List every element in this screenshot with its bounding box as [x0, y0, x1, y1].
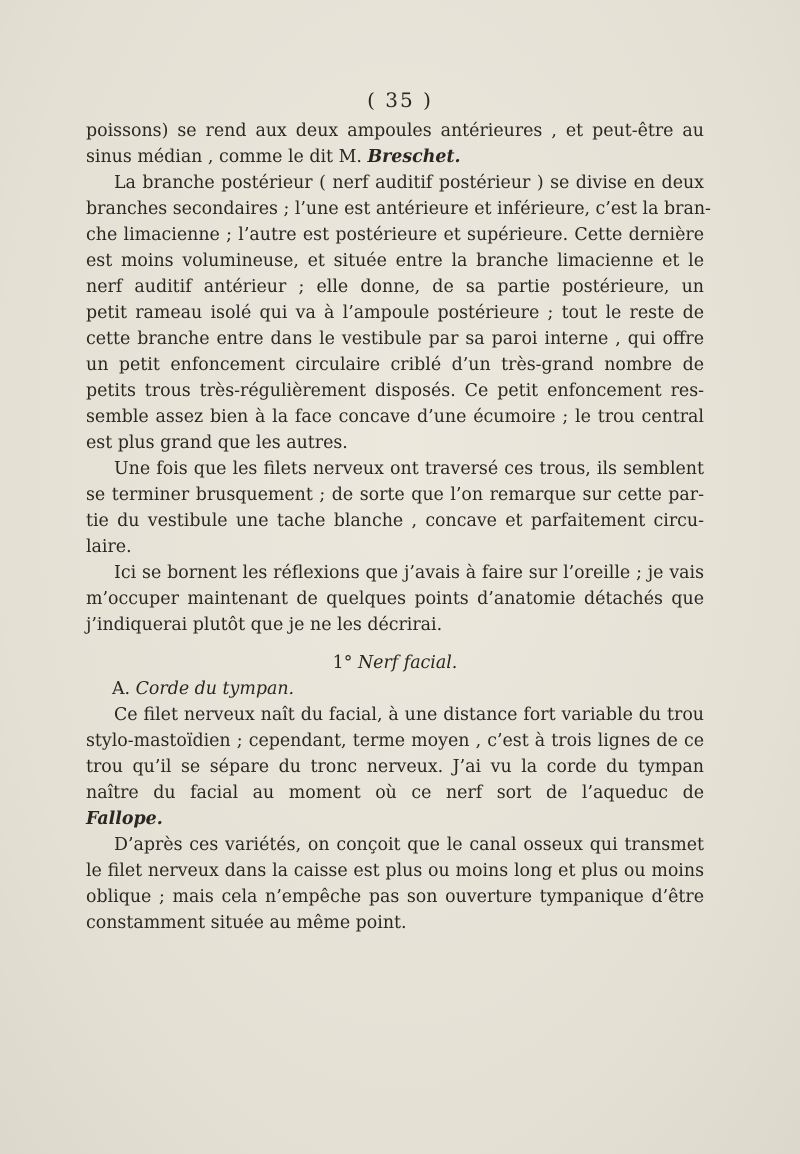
text-line: laire. [86, 537, 132, 557]
text-line: Une fois que les filets nerveux ont traversé ces trous, ils semblent [114, 459, 704, 479]
author-name: Breschet. [367, 147, 461, 167]
text-line: D’après ces variétés, on conçoit que le canal osseux qui transmet [114, 835, 704, 855]
section-heading [86, 650, 704, 676]
text-line [86, 806, 704, 832]
proper-name: Fallope. [86, 809, 163, 829]
section-title: Nerf facial. [357, 653, 458, 673]
text-line: est moins volumineuse, et située entre la branche limacienne et le [86, 251, 704, 271]
page-body [86, 118, 711, 936]
text-line: est plus grand que les autres. [86, 433, 348, 453]
text-line: nerf auditif antérieur ; elle donne, de sa partie postérieure, un [86, 277, 704, 297]
text-line: se terminer brusquement ; de sorte que l’on remarque sur cette par- [86, 485, 704, 505]
text-line: cette branche entre dans le vestibule par sa paroi interne , qui offre [86, 329, 704, 349]
paragraph-4 [86, 560, 704, 638]
text-line [86, 144, 704, 170]
paragraph-2 [86, 170, 711, 456]
text-line: naître du facial au moment où ce nerf sort de l’aqueduc de [86, 783, 704, 803]
text-line: stylo-mastoïdien ; cependant, terme moyen , c’est à trois lignes de ce [86, 731, 704, 751]
text-line: constamment située au même point. [86, 913, 407, 933]
section-number: 1° [332, 653, 358, 673]
text-line: La branche postérieur ( nerf auditif postérieur ) se divise en deux [114, 173, 704, 193]
text-line: petit rameau isolé qui va à l’ampoule postérieure ; tout le reste de [86, 303, 704, 323]
text-line: Ce filet nerveux naît du facial, à une distance fort variable du trou [114, 705, 704, 725]
text-line: petits trous très-régulièrement disposés. Ce petit enfoncement res- [86, 381, 704, 401]
paragraph-3 [86, 456, 704, 560]
text-line: branches secondaires ; l’une est antérieure et inférieure, c’est la bran- [86, 199, 711, 219]
text-line: tie du vestibule une tache blanche , concave et parfaitement circu- [86, 511, 704, 531]
text-line: trou qu’il se sépare du tronc nerveux. J’ai vu la corde du tympan [86, 757, 704, 777]
text-line: m’occuper maintenant de quelques points d’anatomie détachés que [86, 589, 704, 609]
text-line: che limacienne ; l’autre est postérieure et supérieure. Cette dernière [86, 225, 704, 245]
paragraph-1 [86, 118, 704, 170]
text-line: j’indiquerai plutôt que je ne les décrirai. [86, 615, 443, 635]
text-line: un petit enfoncement circulaire criblé d’un très-grand nombre de [86, 355, 704, 375]
text-line: oblique ; mais cela n’empêche pas son ouverture tympanique d’être [86, 887, 704, 907]
text-span: sinus médian , comme le dit M. [86, 147, 368, 167]
subsection-letter: A. [112, 679, 136, 699]
text-line: poissons) se rend aux deux ampoules antérieures , et peut-être au [86, 121, 704, 141]
subsection-title: Corde du tympan. [135, 679, 295, 699]
page-number: ( 35 ) [367, 88, 433, 112]
text-line: semble assez bien à la face concave d’une écumoire ; le trou central [86, 407, 704, 427]
text-line: le filet nerveux dans la caisse est plus ou moins long et plus ou moins [86, 861, 704, 881]
text-line: Ici se bornent les réflexions que j’avais à faire sur l’oreille ; je vais [114, 563, 704, 583]
subsection-heading [86, 676, 704, 702]
paragraph-6 [86, 832, 704, 936]
spacer [86, 638, 704, 650]
paragraph-5 [86, 702, 704, 832]
